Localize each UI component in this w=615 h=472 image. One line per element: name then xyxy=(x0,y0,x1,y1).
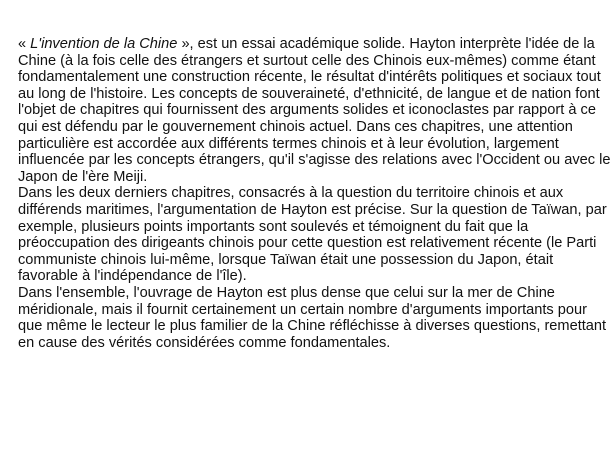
article-body xyxy=(18,36,612,351)
paragraph-intro-text: », est un essai académique solide. Hayton interprète l'idée de la Chine (à la fois celle des étrangers et surtout celle des Chinois eux-mêmes) comme étant fondamentalement une construction récente, le résultat d'intérêts politiques et sociaux tout au long de l'histoire. Les concepts de souveraineté, d'ethnicité, de langue et de nation font l'objet de chapitres qui fournissent des arguments solides et iconoclastes par rapport à ce qui est défendu par le gouvernement chinois actuel. Dans ces chapitres, une attention particulière est accordée aux différents termes chinois et à leur évolution, largement influencée par les concepts étrangers, qu'il s'agisse des relations avec l'Occident ou avec le Japon de l'ère Meiji. xyxy=(18,36,611,185)
book-title: L'invention de la Chine xyxy=(30,36,178,52)
paragraph-conclusion: Dans l'ensemble, l'ouvrage de Hayton est plus dense que celui sur la mer de Chine méridionale, mais il fournit certainement un certain nombre d'arguments importants pour que même le lecteur le plus familier de la Chine réfléchisse à diverses questions, remettant en cause des vérités considérées comme fondamentales. xyxy=(18,284,607,351)
open-quote: « xyxy=(18,36,31,52)
paragraph-territory: Dans les deux derniers chapitres, consacrés à la question du territoire chinois et aux différends maritimes, l'argumentation de Hayton est précise. Sur la question de Taïwan, par exemple, plusieurs points importants sont soulevés et témoignent du fait que la préoccupation des dirigeants chinois pour cette question est relativement récente (le Parti communiste chinois lui-même, lorsque Taïwan était une possession du Japon, était favorable à l'indépendance de l'île). xyxy=(18,185,607,285)
paragraph-intro xyxy=(18,36,612,185)
